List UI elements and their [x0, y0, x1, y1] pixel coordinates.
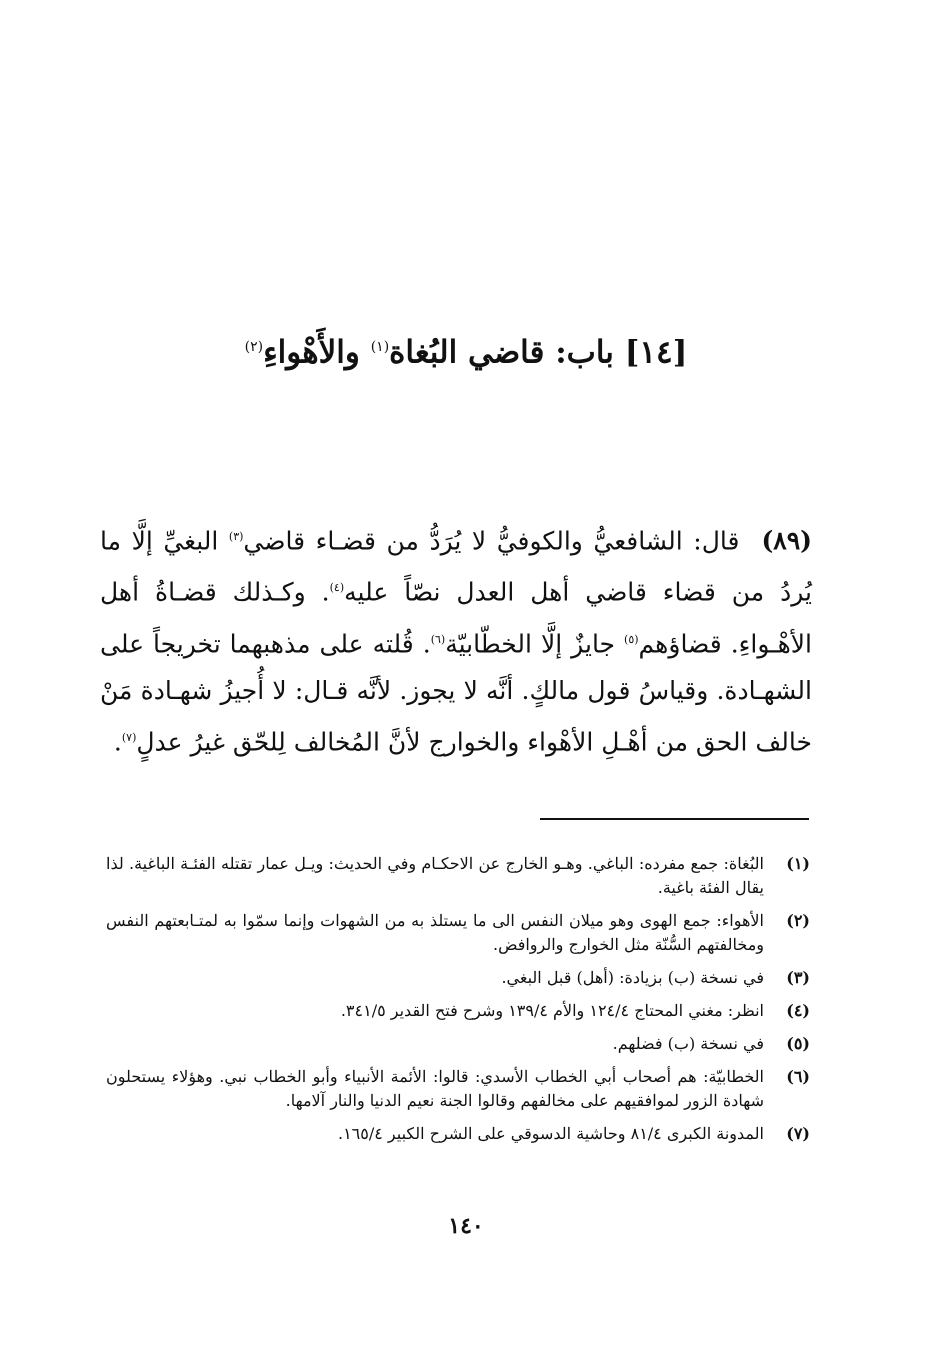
footnote [106, 1065, 816, 1113]
footnote [106, 966, 816, 990]
footnote-marker: (١) [370, 339, 390, 355]
paragraph-text: البغيِّ إلَّا ما يُردُ من قضاء قاضي أهل العدل نصّاً عليه [100, 526, 812, 607]
footnote-number: (٦) [786, 1067, 810, 1086]
chapter-number: [١٤] [624, 334, 688, 371]
footnote-marker: (٦) [430, 632, 446, 646]
footnote-number: (١) [786, 854, 810, 873]
footnote-text: المدونة الكبرى ٨١/٤ وحاشية الدسوقي على الشرح الكبير ١٦٥/٤. [337, 1124, 764, 1143]
paragraph-text: . [113, 727, 122, 757]
footnote-number: (٣) [786, 968, 810, 987]
footnote-text: الأهواء: جمع الهوى وهو ميلان النفس الى ما يستلذ به من الشهوات وإنما سمّوا به لمتـابعتهم النفس ومخالفتهم السُّنّة مثل الخوارج والروافض. [106, 911, 764, 954]
paragraph-text: . وكـذلك قضـاةُ أهل الأهْـواءِ. قضاؤهم [100, 577, 812, 658]
footnote [106, 852, 816, 900]
footnote-marker: (٥) [624, 632, 639, 646]
chapter-title [150, 322, 782, 377]
footnote-divider [540, 818, 809, 820]
paragraph-text: . قُلته على مذهبهما تخريجاً على الشهـادة. وقياسُ قول مالكٍ. أنَّه لا يجوز. لأنَّه قـال: لا أُجيزُ شهـادة مَنْ خالف الحق من أهْـلِ الأهْواء والخوارج لأنَّ المُخالف لِلحّق غيرُ عدلٍ [100, 628, 812, 757]
footnote [106, 909, 816, 957]
footnote-marker: (٢) [244, 339, 264, 355]
footnote-marker: (٣) [228, 530, 244, 543]
footnote [106, 1122, 816, 1146]
footnote-text: في نسخة (ب) فضلهم. [612, 1034, 764, 1053]
footnote-number: (٤) [786, 1001, 810, 1020]
footnote-marker: (٤) [329, 581, 345, 595]
paragraph-text: جايزٌ إلَّا الخطّابيّة [445, 628, 625, 658]
chapter-label: باب: [555, 334, 614, 371]
footnote-number: (٢) [786, 911, 810, 930]
main-paragraph [100, 513, 812, 765]
footnote [106, 1032, 816, 1056]
footnote [106, 999, 816, 1023]
footnote-text: في نسخة (ب) بزيادة: (أهل) قبل البغي. [501, 968, 764, 987]
footnote-number: (٥) [786, 1034, 810, 1053]
footnote-marker: (٧) [121, 730, 137, 744]
footnote-text: الخطابيّة: هم أصحاب أبي الخطاب الأسدي: قالوا: الأئمة الأنبياء وأبو الخطاب نبي. وهؤلاء يستحلون شهادة الزور لموافقيهم على مخالفهم وقالوا الجنة نعيم الدنيا والنار آلامها. [106, 1067, 764, 1110]
page-number: ١٤٠ [448, 1213, 484, 1239]
chapter-title-part2: والأَهْواءِ [263, 334, 360, 371]
footnote-number: (٧) [786, 1124, 810, 1143]
paragraph-text: قال: الشافعيُّ والكوفيُّ لا يُرَدُّ من قضـاء قاضي [243, 526, 740, 556]
chapter-title-part1: قاضي البُغاة [389, 334, 545, 371]
paragraph-number: (٨٩) [761, 526, 812, 556]
footnote-text: انظر: مغني المحتاج ١٢٤/٤ والأم ١٣٩/٤ وشرح فتح القدير ٣٤١/٥. [340, 1001, 764, 1020]
footnotes [106, 852, 816, 1155]
footnote-text: البُغاة: جمع مفرده: الباغي. وهـو الخارج عن الاحكـام وفي الحديث: ويـل عمار تقتله الفئـة الباغية. لذا يقال الفئة باغية. [106, 854, 764, 897]
